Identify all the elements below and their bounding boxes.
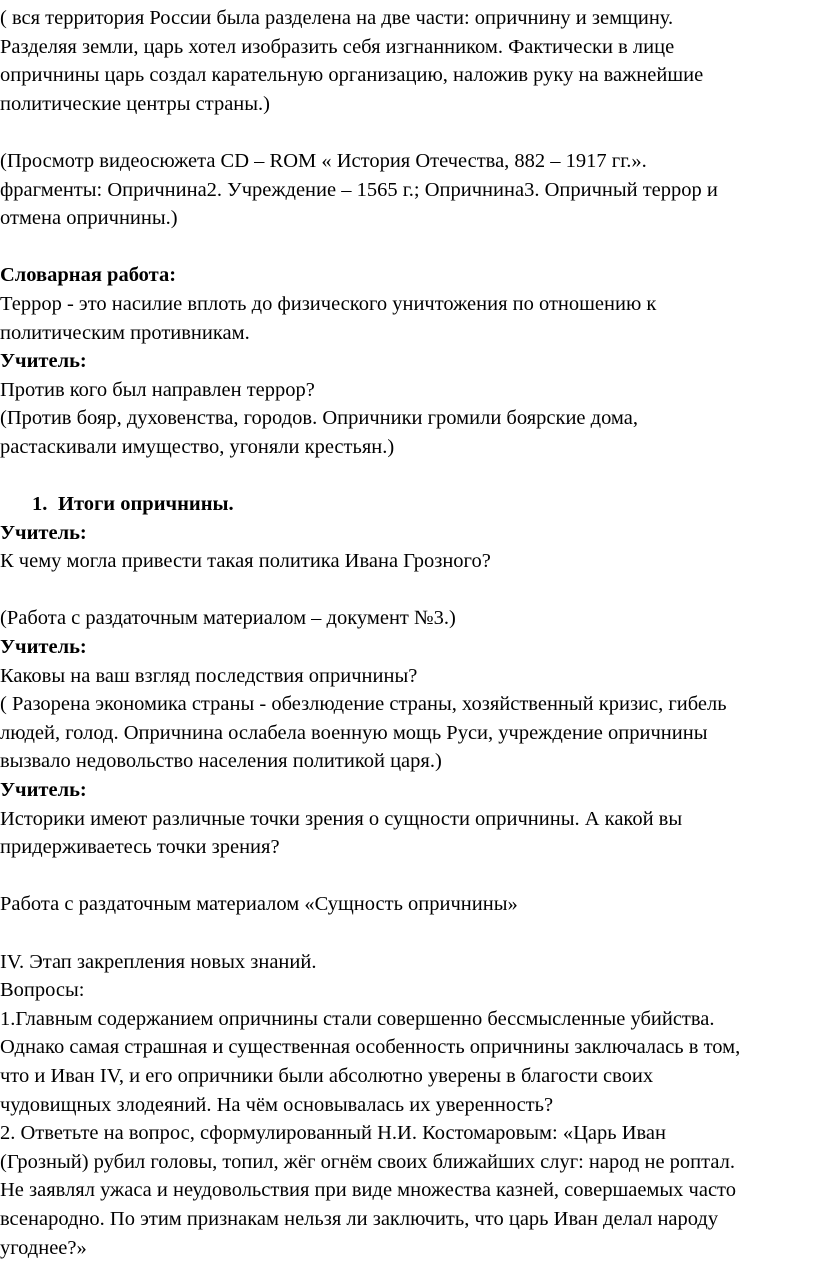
text-line: (Грозный) рубил головы, топил, жёг огнём своих ближайших слуг: народ не роптал. (0, 1150, 735, 1173)
text-line: ( вся территория России была разделена на две части: опричнину и земщину. (0, 7, 674, 29)
questions-label: Вопросы: (0, 979, 85, 1002)
video-paragraph (0, 147, 812, 233)
text-line: (Просмотр видеосюжета CD – ROM « История Отечества, 882 – 1917 гг.». (0, 149, 647, 172)
teacher-label: Учитель: (0, 350, 87, 373)
text-line: ( Разорена экономика страны - обезлюдение страны, хозяйственный кризис, гибель (0, 693, 727, 716)
text-line: людей, голод. Опричнина ослабела военную мощь Руси, учреждение опричнины (0, 721, 708, 744)
text-line: вызвало недовольство населения политикой царя.) (0, 750, 442, 773)
handout-note: Работа с раздаточным материалом «Сущность опричнины» (0, 893, 518, 916)
answer-paragraph (0, 690, 812, 776)
teacher-label: Учитель: (0, 636, 87, 659)
text-line: Историки имеют различные точки зрения о сущности опричнины. А какой вы (0, 807, 683, 830)
text-line: Не заявлял ужаса и неудовольствия при виде множества казней, совершаемых часто (0, 1179, 736, 1202)
teacher-label: Учитель: (0, 779, 87, 802)
text-line: угоднее?» (0, 1236, 87, 1259)
text-line: (Против бояр, духовенства, городов. Опричники громили боярские дома, (0, 407, 638, 430)
spacer (0, 862, 812, 891)
spacer (0, 462, 812, 491)
text-line: всенародно. По этим признакам нельзя ли заключить, что царь Иван делал народу (0, 1207, 719, 1230)
answer-paragraph (0, 404, 812, 461)
handout-note: (Работа с раздаточным материалом – документ №3.) (0, 607, 456, 630)
teacher-label: Учитель: (0, 521, 87, 544)
spacer (0, 118, 812, 147)
spacer (0, 919, 812, 948)
text-line: 2. Ответьте на вопрос, сформулированный Н.И. Костомаровым: «Царь Иван (0, 1122, 666, 1145)
text-line: растаскивали имущество, угоняли крестьян.) (0, 435, 395, 458)
section-heading (0, 490, 812, 519)
text-line: Террор - это насилие вплоть до физического уничтожения по отношению к (0, 292, 657, 315)
text-line: фрагменты: Опричнина2. Учреждение – 1565 г.; Опричнина3. Опричный террор и (0, 178, 718, 201)
teacher-question: Против кого был направлен террор? (0, 378, 315, 401)
stage-heading: IV. Этап закрепления новых знаний. (0, 950, 317, 973)
text-line: чудовищных злодеяний. На чём основывалась их уверенность? (0, 1093, 554, 1116)
section-title: Итоги опричнины. (58, 493, 234, 516)
section-number: 1. (32, 493, 48, 516)
vocabulary-definition (0, 290, 812, 347)
teacher-question (0, 805, 812, 862)
intro-paragraph (0, 4, 812, 118)
text-line: отмена опричнины.) (0, 207, 178, 230)
question-item (0, 1005, 812, 1119)
document-page (0, 4, 812, 1262)
spacer (0, 233, 812, 262)
question-item (0, 1119, 812, 1262)
text-line: политическим противникам. (0, 321, 250, 344)
text-line: политические центры страны.) (0, 92, 271, 115)
spacer (0, 576, 812, 605)
text-line: Однако самая страшная и существенная особенность опричнины заключалась в том, (0, 1036, 741, 1059)
vocabulary-heading: Словарная работа: (0, 264, 177, 287)
text-line: придерживаетесь точки зрения? (0, 836, 280, 859)
text-line: что и Иван IV, и его опричники были абсолютно уверены в благости своих (0, 1064, 654, 1087)
text-line: опричнины царь создал карательную организацию, наложив руку на важнейшие (0, 64, 704, 87)
text-line: Разделяя земли, царь хотел изобразить себя изгнанником. Фактически в лице (0, 35, 675, 58)
text-line: 1.Главным содержанием опричнины стали совершенно бессмысленные убийства. (0, 1007, 715, 1030)
teacher-question: Каковы на ваш взгляд последствия опричнины? (0, 664, 418, 687)
teacher-question: К чему могла привести такая политика Ивана Грозного? (0, 550, 491, 573)
